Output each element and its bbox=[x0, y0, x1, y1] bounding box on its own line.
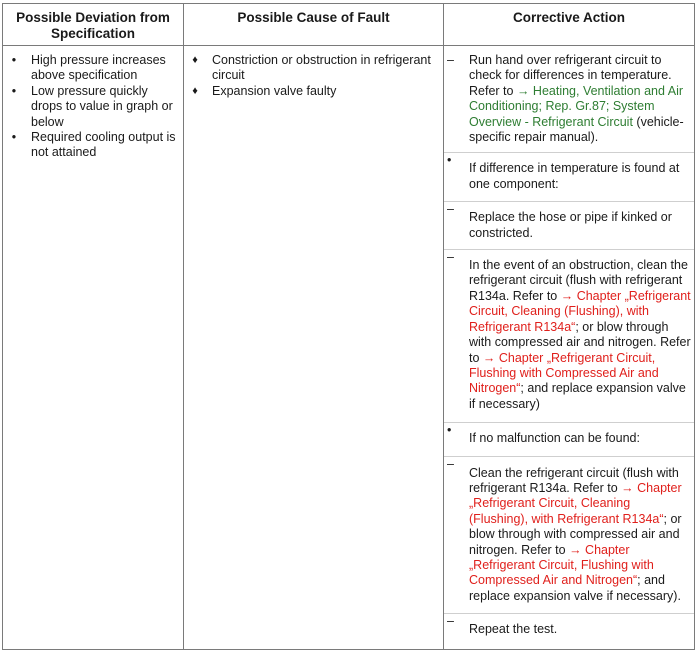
action-text: Repeat the test. bbox=[469, 622, 558, 637]
reference-link[interactable]: → Chapter „Refrigerant Circuit, Cleaning (Flushing), with Refrigerant R134a“ bbox=[469, 288, 691, 334]
bullet-icon: • bbox=[447, 423, 452, 438]
fault-table bbox=[2, 3, 695, 650]
bullet-icon: • bbox=[11, 130, 17, 145]
action-cell bbox=[444, 46, 695, 650]
dash-icon: – bbox=[447, 53, 454, 67]
table-row bbox=[3, 46, 695, 650]
dash-icon: – bbox=[447, 202, 454, 217]
cause-text: Constriction or obstruction in refrigerant circuit bbox=[212, 53, 431, 83]
action-text: ; and replace expansion valve if necessary). bbox=[469, 573, 681, 603]
deviation-list bbox=[8, 53, 179, 161]
action-condition bbox=[444, 423, 694, 456]
deviation-item bbox=[8, 84, 179, 130]
reference-link[interactable]: → Chapter „Refrigerant Circuit, Flushing with Compressed Air and Nitrogen“ bbox=[469, 350, 659, 396]
action-text: ; and replace expansion valve if necessary) bbox=[469, 381, 686, 411]
diamond-icon: ♦ bbox=[192, 54, 198, 66]
cause-list bbox=[189, 53, 439, 99]
dash-icon: – bbox=[447, 614, 454, 629]
action-step bbox=[444, 250, 694, 423]
bullet-icon: • bbox=[11, 53, 17, 67]
deviation-text: Low pressure quickly drops to value in graph or below bbox=[31, 83, 173, 129]
cause-text: Expansion valve faulty bbox=[212, 83, 337, 98]
reference-link[interactable]: → Chapter „Refrigerant Circuit, Flushing with Compressed Air and Nitrogen“ bbox=[469, 542, 654, 588]
dash-icon: – bbox=[447, 456, 454, 471]
cause-cell bbox=[184, 46, 444, 650]
header-row bbox=[3, 4, 695, 46]
deviation-item bbox=[8, 130, 179, 161]
header-action: Corrective Action bbox=[444, 4, 695, 46]
cause-item bbox=[189, 53, 439, 84]
action-text: If difference in temperature is found at one component: bbox=[469, 161, 680, 191]
deviation-text: High pressure increases above specification bbox=[31, 53, 166, 83]
diamond-icon: ♦ bbox=[192, 84, 198, 97]
header-cause: Possible Cause of Fault bbox=[184, 4, 444, 46]
bullet-icon: • bbox=[447, 153, 452, 168]
action-text: If no malfunction can be found: bbox=[469, 431, 640, 446]
action-step bbox=[444, 457, 694, 615]
action-text: ; or blow through with compressed air and nitrogen. Refer to bbox=[469, 319, 691, 365]
dash-icon: – bbox=[447, 250, 454, 265]
action-text: ; or blow through with compressed air and nitrogen. Refer to bbox=[469, 511, 682, 557]
deviation-item bbox=[8, 53, 179, 84]
action-text: Clean the refrigerant circuit (flush with refrigerant R134a. Refer to bbox=[469, 465, 679, 495]
action-text: Run hand over refrigerant circuit to check for differences in temperature. Refer to bbox=[469, 53, 672, 98]
deviation-cell bbox=[3, 46, 184, 650]
action-text: (vehicle-specific repair manual). bbox=[469, 114, 684, 145]
action-step bbox=[444, 614, 694, 637]
action-condition bbox=[444, 153, 694, 202]
reference-link[interactable]: → Heating, Ventilation and Air Conditioning; Rep. Gr.87; System Overview - Refrigerant Circuit bbox=[469, 83, 684, 129]
action-step bbox=[444, 202, 694, 250]
action-text: In the event of an obstruction, clean the refrigerant circuit (flush with refrigerant R134a. Refer to bbox=[469, 258, 688, 303]
action-step bbox=[444, 53, 694, 153]
cause-item bbox=[189, 84, 439, 99]
header-deviation: Possible Deviation from Specification bbox=[3, 4, 184, 46]
reference-link[interactable]: → Chapter „Refrigerant Circuit, Cleaning (Flushing), with Refrigerant R134a“ bbox=[469, 480, 682, 526]
deviation-text: Required cooling output is not attained bbox=[31, 130, 176, 160]
bullet-icon: • bbox=[11, 83, 17, 98]
action-text: Replace the hose or pipe if kinked or constricted. bbox=[469, 210, 672, 240]
